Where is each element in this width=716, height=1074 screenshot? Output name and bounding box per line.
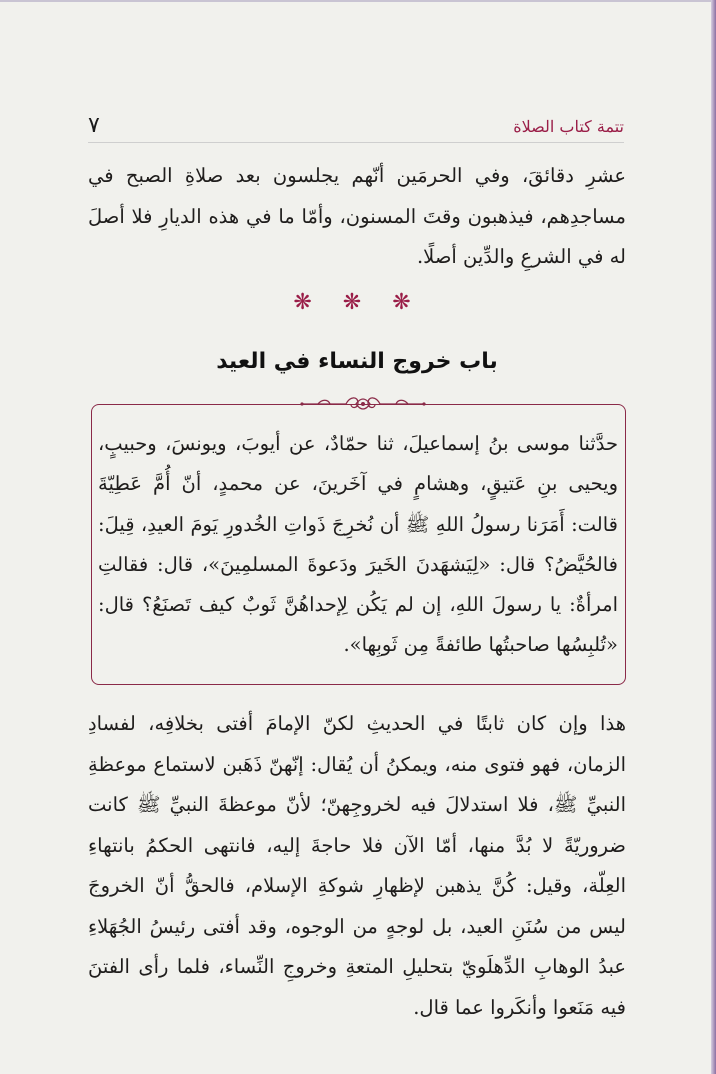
page-header xyxy=(88,112,624,142)
running-head: تتمة كتاب الصلاة xyxy=(513,117,624,136)
paragraph-1: عشرِ دقائقَ، وفي الحرمَين أنّهم يجلسون بعد صلاةِ الصبح في مساجدِهم، فيذهبون وقتَ المسنون، وأمّا ما في هذه الديارِ فلا أصلَ له في الشرعِ والدِّين أصلًا. xyxy=(88,164,626,268)
star-separator: ❋ ❋ ❋ xyxy=(293,290,423,315)
page-top-edge xyxy=(0,0,716,2)
page-right-edge xyxy=(711,0,716,1074)
header-divider xyxy=(88,142,624,143)
chapter-title: باب خروج النساء في العيد xyxy=(216,349,498,374)
page-number: ٧ xyxy=(88,113,100,138)
hadith-text: حدَّثنا موسى بنُ إسماعيلَ، ثنا حمّادٌ، عن أيوبَ، ويونسَ، وحبيبٍ، ويحيى بنِ عَتيقٍ، وهشامٍ في آخَرينَ، عن محمدٍ، أنّ أُمَّ عَطِيّةَ قالت: أَمَرَنا رسولُ اللهِ ﷺ أن نُخرِجَ ذَواتِ الخُدورِ يَومَ العيدِ، قِيلَ: فالحُيَّضُ؟ قال: «لِيَشهَدنَ الخَيرَ ودَعوةَ المسلمِينَ»، قال: فقالتِ امرأةٌ: يا رسولَ اللهِ، إن لم يَكُن لِإحداهُنَّ ثَوبٌ كيف تَصنَعُ؟ قال: «تُلبِسُها صاحبتُها طائفةً مِن ثَوبِها». xyxy=(98,432,618,657)
paragraph-2: هذا وإن كان ثابتًا في الحديثِ لكنّ الإمامَ أفتى بخلافِه، لفسادِ الزمان، فهو فتوى منه، ويمكنُ أن يُقال: إنّهنّ ذَهَبن لاستماع موعظةِ النبيِّ ﷺ، فلا استدلالَ فيه لخروجِهنّ؛ لأنّ موعظةَ النبيِّ ﷺ كانت ضروريّةً لا بُدَّ منها، أمّا الآن فلا حاجةَ إليه، فانتهى الحكمُ بانتهاءِ العِلّة، وقيل: كُنَّ يذهبن لإظهارِ شوكةِ الإسلام، فالحقُّ أنّ الخروجَ ليس من سُنَنِ العيد، بل لوجهٍ من الوجوه، وقد أفتى رئيسُ الجُهَلاءِ عبدُ الوهابِ الدِّهلَويّ بتحليلِ المتعةِ وخروجِ النِّساء، فلما رأى الفتنَ فيه مَنَعوا وأنكَروا عما قال. xyxy=(88,712,626,1019)
